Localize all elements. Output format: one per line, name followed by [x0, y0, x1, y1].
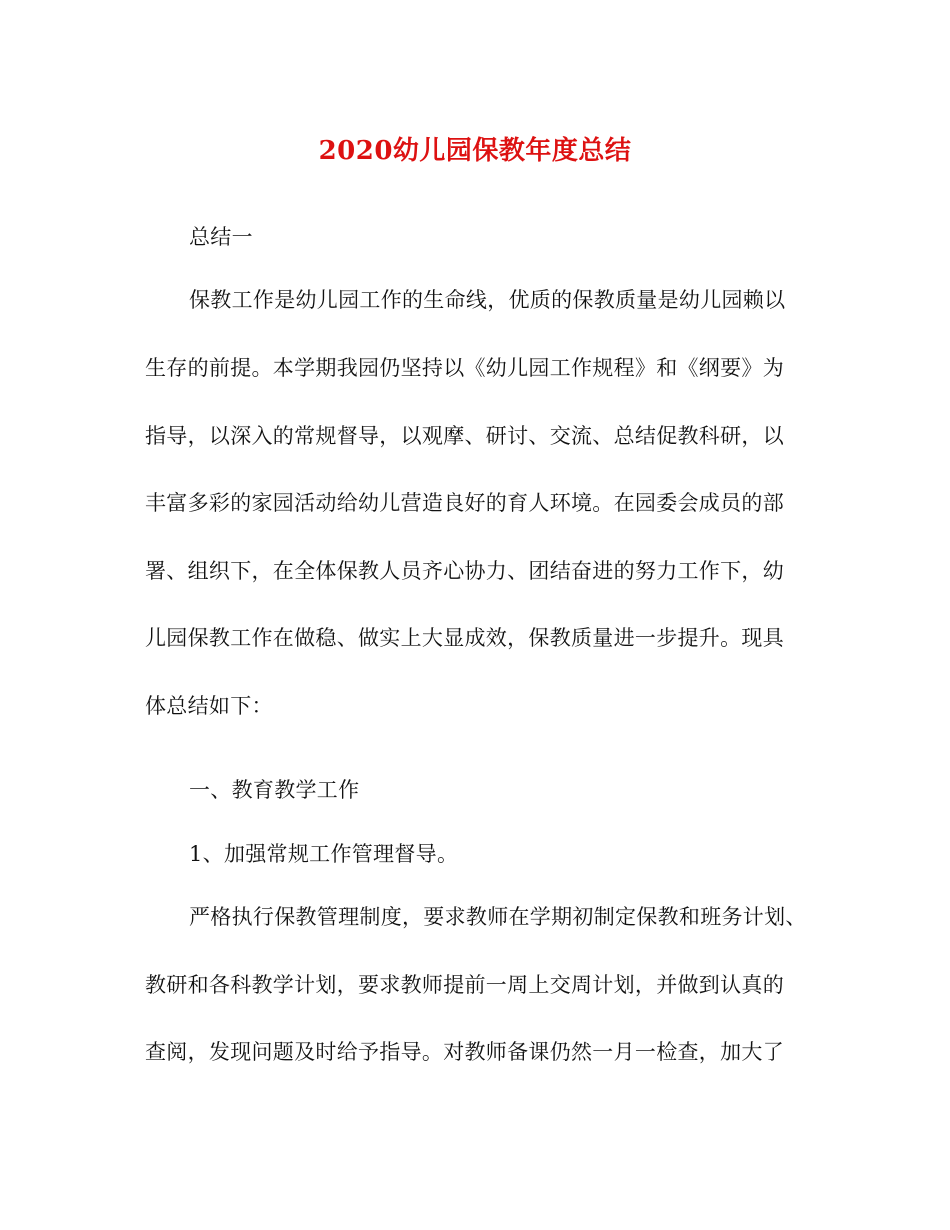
- paragraph-line: 指导，以深入的常规督导，以观摩、研讨、交流、总结促教科研，以: [145, 424, 784, 448]
- paragraph-line: 儿园保教工作在做稳、做实上大显成效，保教质量进一步提升。现具: [145, 626, 784, 650]
- paragraph-line: 体总结如下：: [145, 694, 273, 718]
- section-heading-education: 一、教育教学工作: [189, 778, 360, 802]
- subsection-heading: 1、加强常规工作管理督导。: [189, 842, 459, 866]
- paragraph-line: 丰富多彩的家园活动给幼儿营造良好的育人环境。在园委会成员的部: [145, 491, 784, 515]
- document-title: 2020幼儿园保教年度总结: [318, 136, 632, 166]
- paragraph-line: 查阅，发现问题及时给予指导。对教师备课仍然一月一检查，加大了: [145, 1040, 784, 1064]
- paragraph-line: 保教工作是幼儿园工作的生命线，优质的保教质量是幼儿园赖以: [189, 288, 786, 312]
- paragraph-line: 署、组织下，在全体保教人员齐心协力、团结奋进的努力工作下，幼: [145, 559, 784, 583]
- section-heading-summary-one: 总结一: [189, 225, 253, 249]
- paragraph-line: 生存的前提。本学期我园仍坚持以《幼儿园工作规程》和《纲要》为: [145, 356, 784, 380]
- paragraph-line: 严格执行保教管理制度，要求教师在学期初制定保教和班务计划、: [189, 905, 807, 929]
- paragraph-line: 教研和各科教学计划，要求教师提前一周上交周计划，并做到认真的: [145, 973, 784, 997]
